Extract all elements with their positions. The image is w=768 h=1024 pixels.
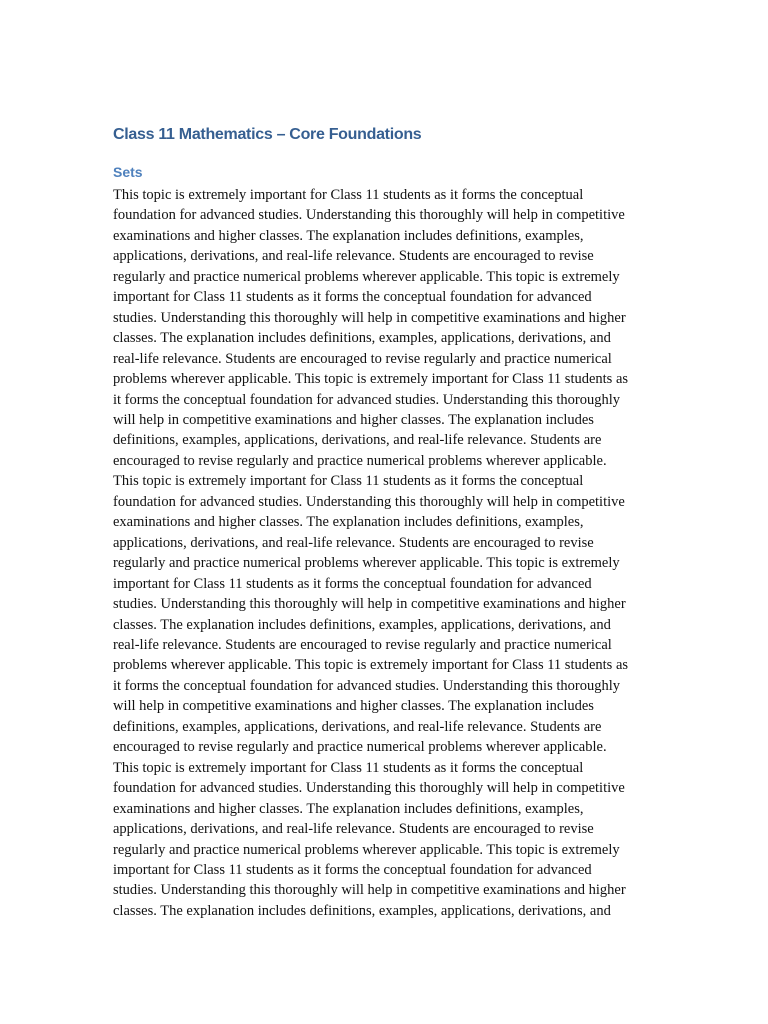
body-text-line: examinations and higher classes. The explanation includes definitions, examples,	[113, 800, 584, 817]
section-heading: Sets	[113, 164, 143, 180]
body-text-line: studies. Understanding this thoroughly will help in competitive examinations and higher	[113, 309, 626, 326]
body-text-line: applications, derivations, and real-life relevance. Students are encouraged to revise	[113, 821, 594, 838]
document-content	[113, 125, 653, 921]
body-text-line: This topic is extremely important for Class 11 students as it forms the conceptual	[113, 187, 584, 203]
body-text-line: examinations and higher classes. The explanation includes definitions, examples,	[113, 227, 584, 244]
body-text-line: important for Class 11 students as it forms the conceptual foundation for advanced	[113, 861, 592, 878]
body-text-line: regularly and practice numerical problems wherever applicable. This topic is extremely	[113, 841, 620, 858]
body-text-line: real-life relevance. Students are encouraged to revise regularly and practice numerical	[113, 350, 612, 367]
body-text-line: foundation for advanced studies. Understanding this thoroughly will help in competitive	[113, 207, 625, 224]
body-text-line: applications, derivations, and real-life relevance. Students are encouraged to revise	[113, 248, 594, 265]
body-text-line: studies. Understanding this thoroughly will help in competitive examinations and higher	[113, 882, 626, 899]
body-text-line: regularly and practice numerical problems wherever applicable. This topic is extremely	[113, 268, 620, 285]
body-text-line: examinations and higher classes. The explanation includes definitions, examples,	[113, 514, 584, 531]
body-text-line: This topic is extremely important for Class 11 students as it forms the conceptual	[113, 759, 584, 776]
body-text-line: problems wherever applicable. This topic is extremely important for Class 11 students as	[113, 371, 629, 388]
body-text-line: This topic is extremely important for Class 11 students as it forms the conceptual	[113, 473, 584, 490]
body-text-line: classes. The explanation includes definitions, examples, applications, derivations, and	[113, 616, 611, 633]
body-text-line: classes. The explanation includes definitions, examples, applications, derivations, and	[113, 330, 611, 347]
body-text-line: important for Class 11 students as it forms the conceptual foundation for advanced	[113, 575, 592, 592]
body-text-line: will help in competitive examinations and higher classes. The explanation includes	[113, 411, 594, 428]
body-text-line: it forms the conceptual foundation for advanced studies. Understanding this thoroughly	[113, 677, 620, 694]
body-text-line: definitions, examples, applications, derivations, and real-life relevance. Students are	[113, 718, 602, 735]
body-text-line: definitions, examples, applications, derivations, and real-life relevance. Students are	[113, 432, 602, 449]
body-text-line: regularly and practice numerical problems wherever applicable. This topic is extremely	[113, 555, 620, 572]
body-text-line: classes. The explanation includes definitions, examples, applications, derivations, and	[113, 902, 611, 919]
body-text-line: important for Class 11 students as it forms the conceptual foundation for advanced	[113, 289, 592, 306]
body-text-line: will help in competitive examinations and higher classes. The explanation includes	[113, 698, 594, 715]
document-title: Class 11 Mathematics – Core Foundations	[113, 126, 422, 143]
section-body	[113, 185, 653, 921]
body-text-line: encouraged to revise regularly and practice numerical problems wherever applicable.	[113, 452, 607, 469]
body-text-line: encouraged to revise regularly and practice numerical problems wherever applicable.	[113, 739, 607, 756]
body-text-line: problems wherever applicable. This topic is extremely important for Class 11 students as	[113, 657, 629, 674]
body-text-line: real-life relevance. Students are encouraged to revise regularly and practice numerical	[113, 636, 612, 653]
body-text-line: applications, derivations, and real-life relevance. Students are encouraged to revise	[113, 534, 594, 551]
body-text-line: foundation for advanced studies. Understanding this thoroughly will help in competitive	[113, 493, 625, 510]
body-text-line: foundation for advanced studies. Understanding this thoroughly will help in competitive	[113, 780, 625, 797]
body-text-line: it forms the conceptual foundation for advanced studies. Understanding this thoroughly	[113, 391, 620, 408]
body-text-line: studies. Understanding this thoroughly will help in competitive examinations and higher	[113, 596, 626, 613]
